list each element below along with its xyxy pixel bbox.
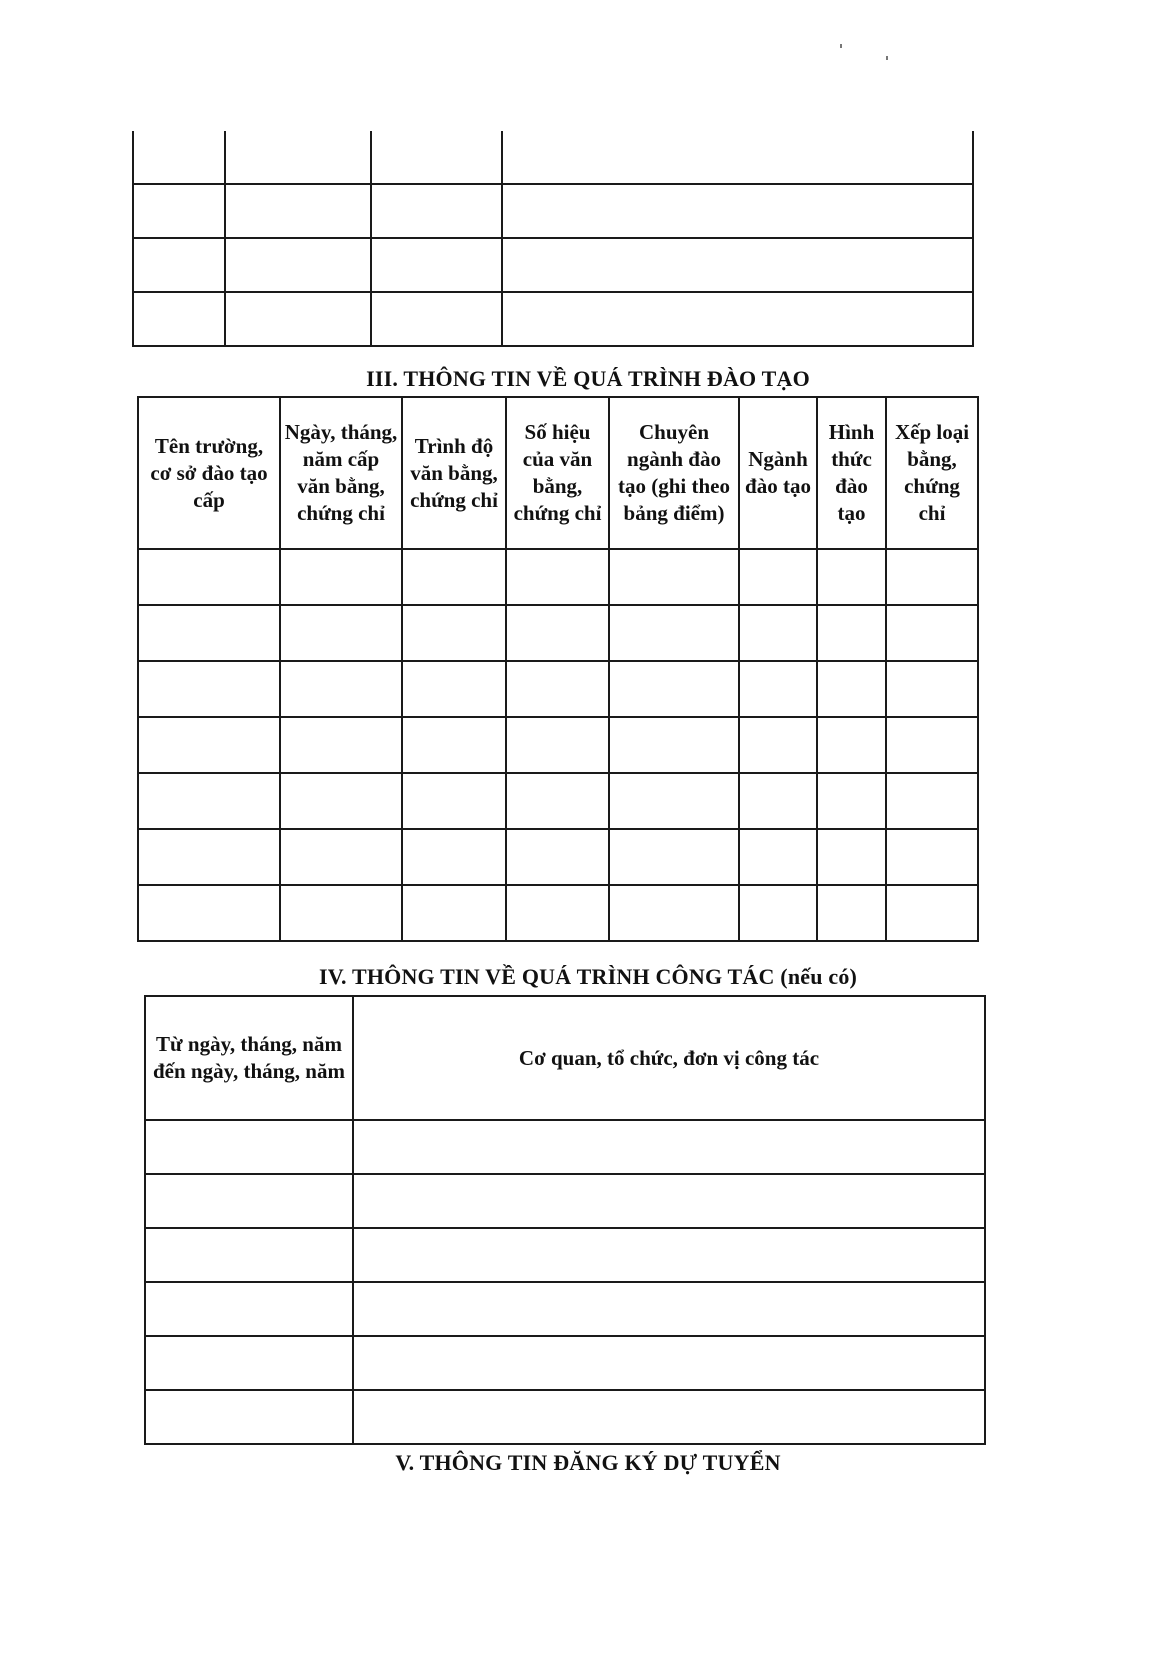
table-cell[interactable] (502, 292, 973, 346)
col-header-school: Tên trường, cơ sở đào tạo cấp (138, 397, 280, 549)
table-cell[interactable] (371, 292, 502, 346)
col-header-training-form: Hình thức đào tạo (817, 397, 886, 549)
table-row (138, 773, 978, 829)
section-5-heading: V. THÔNG TIN ĐĂNG KÝ DỰ TUYỂN (395, 1450, 781, 1475)
table-cell[interactable] (739, 829, 817, 885)
table-cell[interactable] (739, 773, 817, 829)
table-cell[interactable] (402, 605, 506, 661)
table-cell[interactable] (371, 184, 502, 238)
table-cell[interactable] (138, 885, 280, 941)
table-cell[interactable] (145, 1174, 353, 1228)
table-cell[interactable] (402, 661, 506, 717)
table-cell[interactable] (280, 717, 402, 773)
table-row (145, 1174, 985, 1228)
table-cell[interactable] (609, 661, 739, 717)
table-cell[interactable] (145, 1120, 353, 1174)
section-3-heading: III. THÔNG TIN VỀ QUÁ TRÌNH ĐÀO TẠO (366, 366, 810, 391)
table-cell[interactable] (353, 1174, 985, 1228)
table-cell[interactable] (886, 829, 978, 885)
col-header-major: Ngành đào tạo (739, 397, 817, 549)
table-cell[interactable] (506, 661, 609, 717)
table-cell[interactable] (506, 885, 609, 941)
table-cell[interactable] (609, 829, 739, 885)
table-cell[interactable] (886, 549, 978, 605)
table-cell[interactable] (502, 131, 973, 184)
table-header-row (145, 996, 985, 1120)
table-cell[interactable] (506, 605, 609, 661)
table-cell[interactable] (145, 1282, 353, 1336)
table-cell[interactable] (817, 605, 886, 661)
table-row (145, 1336, 985, 1390)
table-cell[interactable] (739, 717, 817, 773)
table-cell[interactable] (886, 717, 978, 773)
table-cell[interactable] (353, 1336, 985, 1390)
table-cell[interactable] (133, 238, 225, 292)
col-header-degree-number: Số hiệu của văn bằng, chứng chỉ (506, 397, 609, 549)
table-cell[interactable] (506, 829, 609, 885)
table-cell[interactable] (609, 885, 739, 941)
table-cell[interactable] (739, 661, 817, 717)
table-cell[interactable] (280, 661, 402, 717)
table-cell[interactable] (506, 717, 609, 773)
table-row (145, 1228, 985, 1282)
table-cell[interactable] (506, 549, 609, 605)
col-header-organization: Cơ quan, tổ chức, đơn vị công tác (353, 996, 985, 1120)
col-header-classification: Xếp loại bằng, chứng chỉ (886, 397, 978, 549)
table-row (138, 717, 978, 773)
table-cell[interactable] (886, 773, 978, 829)
table-cell[interactable] (609, 773, 739, 829)
table-header-row (138, 397, 978, 549)
table-cell[interactable] (280, 885, 402, 941)
table-cell[interactable] (609, 549, 739, 605)
table-cell[interactable] (353, 1228, 985, 1282)
table-cell[interactable] (280, 773, 402, 829)
table-cell[interactable] (609, 717, 739, 773)
table-cell[interactable] (353, 1390, 985, 1444)
table-row (138, 661, 978, 717)
table-cell[interactable] (133, 184, 225, 238)
scan-speck (840, 44, 842, 48)
table-cell[interactable] (145, 1228, 353, 1282)
table-row (138, 605, 978, 661)
table-cell[interactable] (371, 131, 502, 184)
table-cell[interactable] (502, 184, 973, 238)
table-cell[interactable] (886, 885, 978, 941)
table-cell[interactable] (402, 717, 506, 773)
table-row (145, 1390, 985, 1444)
table-cell[interactable] (225, 292, 371, 346)
table-cell[interactable] (138, 605, 280, 661)
table-cell[interactable] (133, 131, 225, 184)
table-cell[interactable] (817, 661, 886, 717)
table-cell[interactable] (225, 131, 371, 184)
table-cell[interactable] (138, 829, 280, 885)
table-cell[interactable] (739, 549, 817, 605)
col-header-period: Từ ngày, tháng, năm đến ngày, tháng, năm (145, 996, 353, 1120)
table-cell[interactable] (145, 1336, 353, 1390)
table-cell[interactable] (817, 717, 886, 773)
col-header-degree-level: Trình độ văn bằng, chứng chỉ (402, 397, 506, 549)
table-cell[interactable] (138, 717, 280, 773)
table-cell[interactable] (353, 1282, 985, 1336)
table-row (138, 549, 978, 605)
table-cell[interactable] (371, 238, 502, 292)
table-row (133, 184, 973, 238)
table-cell[interactable] (817, 549, 886, 605)
section-4-heading: IV. THÔNG TIN VỀ QUÁ TRÌNH CÔNG TÁC (nếu có) (318, 964, 858, 989)
table-cell[interactable] (817, 885, 886, 941)
table-cell[interactable] (138, 549, 280, 605)
col-header-issue-date: Ngày, tháng, năm cấp văn bằng, chứng chỉ (280, 397, 402, 549)
table-cell[interactable] (739, 605, 817, 661)
table-cell[interactable] (402, 549, 506, 605)
table-cell[interactable] (502, 238, 973, 292)
table-cell[interactable] (225, 184, 371, 238)
table-cell[interactable] (817, 773, 886, 829)
table-cell[interactable] (817, 829, 886, 885)
table-cell[interactable] (280, 549, 402, 605)
table-row (145, 1120, 985, 1174)
table-cell[interactable] (886, 661, 978, 717)
work-history-table (144, 995, 986, 1445)
table-row (145, 1282, 985, 1336)
table-row (138, 885, 978, 941)
table-cell[interactable] (145, 1390, 353, 1444)
table-cell[interactable] (402, 885, 506, 941)
table-cell[interactable] (506, 773, 609, 829)
table-row (138, 829, 978, 885)
table-cell[interactable] (280, 829, 402, 885)
table-cell[interactable] (402, 829, 506, 885)
scan-speck (886, 56, 888, 60)
table-cell[interactable] (138, 661, 280, 717)
table-cell[interactable] (138, 773, 280, 829)
training-table (137, 396, 979, 942)
table-cell[interactable] (133, 292, 225, 346)
table-row (133, 238, 973, 292)
table-cell[interactable] (353, 1120, 985, 1174)
table-cell[interactable] (280, 605, 402, 661)
table-cell[interactable] (886, 605, 978, 661)
table-row (133, 131, 973, 184)
table-row (133, 292, 973, 346)
table-cell[interactable] (402, 773, 506, 829)
table-cell[interactable] (609, 605, 739, 661)
table-cell[interactable] (739, 885, 817, 941)
continuation-table (132, 131, 974, 347)
col-header-specialization: Chuyên ngành đào tạo (ghi theo bảng điểm) (609, 397, 739, 549)
table-cell[interactable] (225, 238, 371, 292)
